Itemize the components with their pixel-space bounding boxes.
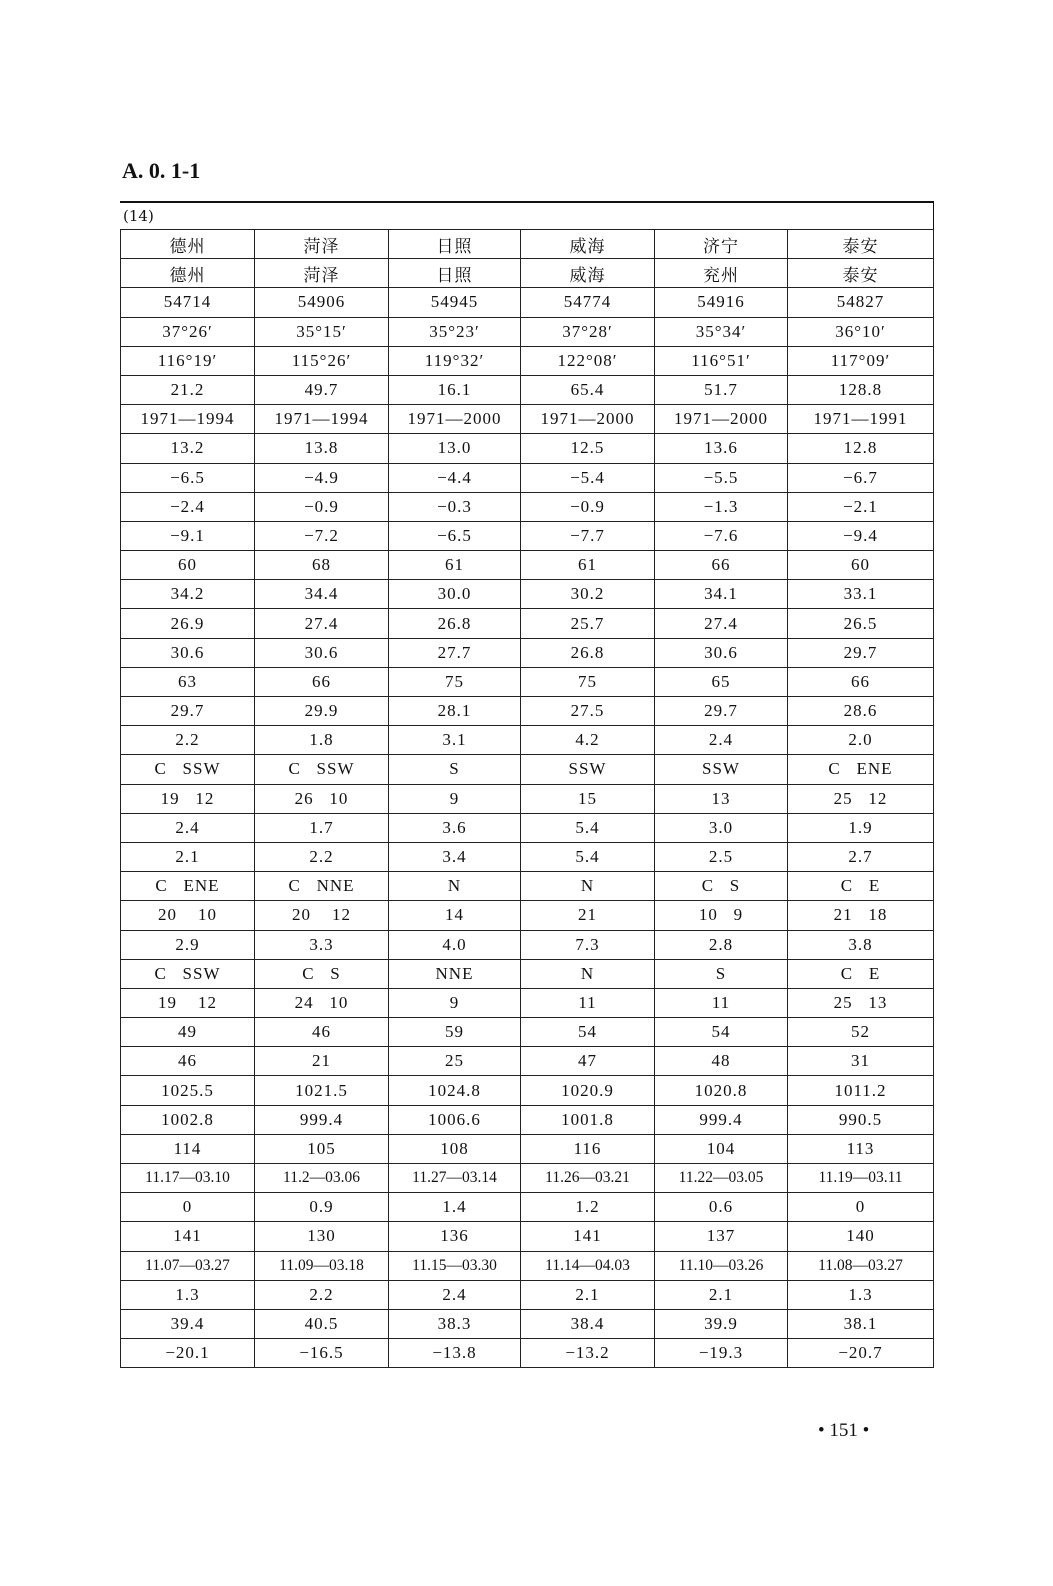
- table-cell: 54906: [255, 288, 389, 317]
- table-cell: 11.19—03.11: [788, 1164, 934, 1193]
- table-cell: 1971—1994: [121, 405, 255, 434]
- table-cell: 35°23′: [389, 317, 521, 346]
- table-cell: 30.6: [255, 638, 389, 667]
- table-cell: 61: [521, 551, 655, 580]
- table-cell: 65: [655, 667, 788, 696]
- table-cell: 兖州: [655, 259, 788, 288]
- table-cell: 11.10—03.26: [655, 1251, 788, 1280]
- table-cell: 115°26′: [255, 346, 389, 375]
- table-cell: C SSW: [121, 959, 255, 988]
- table-cell: 1002.8: [121, 1105, 255, 1134]
- header-row: [121, 259, 934, 288]
- table-cell: 30.2: [521, 580, 655, 609]
- table-row: [121, 755, 934, 784]
- table-cell: 0: [788, 1193, 934, 1222]
- table-cell: −0.9: [521, 492, 655, 521]
- table-cell: 20 10: [121, 901, 255, 930]
- table-cell: 2.0: [788, 726, 934, 755]
- table-cell: 54: [521, 1018, 655, 1047]
- table-cell: 11: [655, 988, 788, 1017]
- table-row: [121, 1076, 934, 1105]
- table-cell: 116°19′: [121, 346, 255, 375]
- table-cell: 130: [255, 1222, 389, 1251]
- table-cell: 13.2: [121, 434, 255, 463]
- table-cell: 30.6: [655, 638, 788, 667]
- table-cell: 5.4: [521, 813, 655, 842]
- table-cell: 26 10: [255, 784, 389, 813]
- table-cell: 日照: [389, 259, 521, 288]
- table-cell: 3.6: [389, 813, 521, 842]
- table-cell: 34.4: [255, 580, 389, 609]
- table-cell: 21: [255, 1047, 389, 1076]
- table-cell: 108: [389, 1134, 521, 1163]
- table-cell: 2.4: [389, 1280, 521, 1309]
- table-cell: 1.4: [389, 1193, 521, 1222]
- table-cell: 2.1: [521, 1280, 655, 1309]
- table-row: [121, 1105, 934, 1134]
- table-cell: 3.1: [389, 726, 521, 755]
- table-cell: 日照: [389, 230, 521, 259]
- table-cell: 54945: [389, 288, 521, 317]
- table-cell: −6.5: [389, 521, 521, 550]
- table-cell: 29.7: [655, 697, 788, 726]
- table-row: [121, 492, 934, 521]
- table-cell: 4.2: [521, 726, 655, 755]
- table-cell: 54916: [655, 288, 788, 317]
- table-cell: 29.7: [121, 697, 255, 726]
- table-cell: 20 12: [255, 901, 389, 930]
- table-cell: 15: [521, 784, 655, 813]
- table-cell: 1.2: [521, 1193, 655, 1222]
- table-cell: C S: [655, 872, 788, 901]
- table-cell: 29.9: [255, 697, 389, 726]
- table-cell: 39.9: [655, 1309, 788, 1338]
- table-row: [121, 551, 934, 580]
- table-cell: −0.3: [389, 492, 521, 521]
- table-cell: 11.15—03.30: [389, 1251, 521, 1280]
- table-cell: 1971—2000: [389, 405, 521, 434]
- table-cell: 27.4: [655, 609, 788, 638]
- table-cell: −2.4: [121, 492, 255, 521]
- table-cell: 128.8: [788, 375, 934, 404]
- table-cell: 14: [389, 901, 521, 930]
- table-cell: 49.7: [255, 375, 389, 404]
- table-cell: NNE: [389, 959, 521, 988]
- table-cell: 2.2: [121, 726, 255, 755]
- table-row: [121, 1339, 934, 1368]
- table-row: [121, 375, 934, 404]
- table-cell: −9.4: [788, 521, 934, 550]
- table-cell: 136: [389, 1222, 521, 1251]
- table-cell: 66: [255, 667, 389, 696]
- table-cell: 泰安: [788, 230, 934, 259]
- table-cell: 2.1: [655, 1280, 788, 1309]
- table-cell: 66: [788, 667, 934, 696]
- table-number: (14): [123, 207, 154, 225]
- table-cell: −19.3: [655, 1339, 788, 1368]
- table-cell: 1020.8: [655, 1076, 788, 1105]
- header-row: [121, 230, 934, 259]
- table-cell: 24 10: [255, 988, 389, 1017]
- table-row: [121, 726, 934, 755]
- table-cell: 1001.8: [521, 1105, 655, 1134]
- table-row: [121, 609, 934, 638]
- table-row: [121, 1193, 934, 1222]
- table-cell: 25 12: [788, 784, 934, 813]
- table-cell: −0.9: [255, 492, 389, 521]
- table-cell: 27.7: [389, 638, 521, 667]
- table-cell: 威海: [521, 259, 655, 288]
- table-cell: 990.5: [788, 1105, 934, 1134]
- table-cell: 38.3: [389, 1309, 521, 1338]
- table-cell: 39.4: [121, 1309, 255, 1338]
- table-cell: −7.6: [655, 521, 788, 550]
- table-cell: 105: [255, 1134, 389, 1163]
- table-cell: 德州: [121, 259, 255, 288]
- table-row: [121, 872, 934, 901]
- table-row: [121, 317, 934, 346]
- table-row: [121, 1047, 934, 1076]
- table-cell: 2.4: [655, 726, 788, 755]
- table-cell: 54: [655, 1018, 788, 1047]
- table-cell: C NNE: [255, 872, 389, 901]
- table-cell: 26.8: [389, 609, 521, 638]
- table-cell: 60: [121, 551, 255, 580]
- table-cell: 菏泽: [255, 230, 389, 259]
- table-cell: 21.2: [121, 375, 255, 404]
- table-cell: 61: [389, 551, 521, 580]
- table-cell: 13.0: [389, 434, 521, 463]
- table-row: [121, 1309, 934, 1338]
- table-cell: 30.0: [389, 580, 521, 609]
- table-cell: 12.8: [788, 434, 934, 463]
- table-cell: 30.6: [121, 638, 255, 667]
- table-cell: 11.2—03.06: [255, 1164, 389, 1193]
- table-cell: −5.5: [655, 463, 788, 492]
- table-row: [121, 959, 934, 988]
- table-cell: 54774: [521, 288, 655, 317]
- table-cell: 54714: [121, 288, 255, 317]
- table-cell: 52: [788, 1018, 934, 1047]
- table-row: [121, 842, 934, 871]
- table-row: [121, 1164, 934, 1193]
- table-cell: 999.4: [655, 1105, 788, 1134]
- table-row: [121, 463, 934, 492]
- table-cell: 47: [521, 1047, 655, 1076]
- table-cell: 34.2: [121, 580, 255, 609]
- table-cell: 2.2: [255, 842, 389, 871]
- table-row: [121, 1251, 934, 1280]
- table-cell: 29.7: [788, 638, 934, 667]
- table-cell: 2.4: [121, 813, 255, 842]
- table-row: [121, 580, 934, 609]
- table-cell: 1006.6: [389, 1105, 521, 1134]
- table-row: [121, 288, 934, 317]
- table-cell: 1.3: [788, 1280, 934, 1309]
- table-cell: 40.5: [255, 1309, 389, 1338]
- table-cell: −1.3: [655, 492, 788, 521]
- table-cell: 1.8: [255, 726, 389, 755]
- table-cell: 威海: [521, 230, 655, 259]
- table-cell: 11.09—03.18: [255, 1251, 389, 1280]
- table-cell: 35°15′: [255, 317, 389, 346]
- table-cell: 46: [121, 1047, 255, 1076]
- table-cell: 63: [121, 667, 255, 696]
- table-body: [121, 230, 934, 1368]
- table-cell: 48: [655, 1047, 788, 1076]
- table-cell: 1.3: [121, 1280, 255, 1309]
- table-cell: 49: [121, 1018, 255, 1047]
- table-cell: 31: [788, 1047, 934, 1076]
- table-cell: −13.8: [389, 1339, 521, 1368]
- table-cell: 13.6: [655, 434, 788, 463]
- table-row: [121, 988, 934, 1017]
- table-cell: −13.2: [521, 1339, 655, 1368]
- table-cell: −4.9: [255, 463, 389, 492]
- table-cell: 140: [788, 1222, 934, 1251]
- table-cell: 13.8: [255, 434, 389, 463]
- table-cell: 1025.5: [121, 1076, 255, 1105]
- table-cell: 2.5: [655, 842, 788, 871]
- table-cell: 25 13: [788, 988, 934, 1017]
- table-cell: −6.5: [121, 463, 255, 492]
- table-cell: SSW: [655, 755, 788, 784]
- table-cell: −6.7: [788, 463, 934, 492]
- table-cell: 104: [655, 1134, 788, 1163]
- table-cell: 1971—1991: [788, 405, 934, 434]
- table-cell: 999.4: [255, 1105, 389, 1134]
- table-cell: 11.17—03.10: [121, 1164, 255, 1193]
- table-cell: 35°34′: [655, 317, 788, 346]
- table-cell: N: [521, 959, 655, 988]
- table-cell: 泰安: [788, 259, 934, 288]
- table-cell: 137: [655, 1222, 788, 1251]
- table-cell: C E: [788, 872, 934, 901]
- table-cell: 27.4: [255, 609, 389, 638]
- table-cell: 19 12: [121, 784, 255, 813]
- table-cell: 13: [655, 784, 788, 813]
- table-cell: 11.14—04.03: [521, 1251, 655, 1280]
- table-cell: 28.6: [788, 697, 934, 726]
- table-row: [121, 1018, 934, 1047]
- table-row: [121, 521, 934, 550]
- table-cell: 116: [521, 1134, 655, 1163]
- table-cell: 26.5: [788, 609, 934, 638]
- table-cell: 12.5: [521, 434, 655, 463]
- table-cell: −4.4: [389, 463, 521, 492]
- table-cell: −2.1: [788, 492, 934, 521]
- table-cell: 26.9: [121, 609, 255, 638]
- table-cell: 25.7: [521, 609, 655, 638]
- table-cell: 54827: [788, 288, 934, 317]
- table-cell: C S: [255, 959, 389, 988]
- table-cell: 1011.2: [788, 1076, 934, 1105]
- table-cell: 65.4: [521, 375, 655, 404]
- table-cell: 141: [521, 1222, 655, 1251]
- table-cell: 21 18: [788, 901, 934, 930]
- table-cell: 1024.8: [389, 1076, 521, 1105]
- table-cell: 1020.9: [521, 1076, 655, 1105]
- table-cell: −5.4: [521, 463, 655, 492]
- table-cell: 11.27—03.14: [389, 1164, 521, 1193]
- table-cell: S: [655, 959, 788, 988]
- table-cell: 119°32′: [389, 346, 521, 375]
- table-row: [121, 434, 934, 463]
- table-cell: 11: [521, 988, 655, 1017]
- table-cell: 10 9: [655, 901, 788, 930]
- table-row: [121, 930, 934, 959]
- table-cell: SSW: [521, 755, 655, 784]
- table-cell: −7.2: [255, 521, 389, 550]
- table-row: [121, 1134, 934, 1163]
- table-cell: 11.08—03.27: [788, 1251, 934, 1280]
- page-number: • 151 •: [818, 1420, 870, 1441]
- table-cell: 68: [255, 551, 389, 580]
- table-cell: 0.6: [655, 1193, 788, 1222]
- table-cell: 26.8: [521, 638, 655, 667]
- table-cell: 38.1: [788, 1309, 934, 1338]
- table-cell: 75: [521, 667, 655, 696]
- table-cell: −20.1: [121, 1339, 255, 1368]
- table-cell: 141: [121, 1222, 255, 1251]
- table-cell: −20.7: [788, 1339, 934, 1368]
- table-row: [121, 638, 934, 667]
- table-cell: C ENE: [788, 755, 934, 784]
- table-cell: N: [389, 872, 521, 901]
- table-cell: −16.5: [255, 1339, 389, 1368]
- table-cell: 2.7: [788, 842, 934, 871]
- table-cell: S: [389, 755, 521, 784]
- table-cell: 33.1: [788, 580, 934, 609]
- table-cell: 66: [655, 551, 788, 580]
- table-cell: 菏泽: [255, 259, 389, 288]
- table-cell: 9: [389, 784, 521, 813]
- table-cell: 11.22—03.05: [655, 1164, 788, 1193]
- table-cell: 19 12: [121, 988, 255, 1017]
- table-cell: 0.9: [255, 1193, 389, 1222]
- climate-data-table: [120, 229, 934, 1368]
- table-cell: 38.4: [521, 1309, 655, 1338]
- table-cell: 2.2: [255, 1280, 389, 1309]
- table-cell: 59: [389, 1018, 521, 1047]
- table-row: [121, 667, 934, 696]
- table-row: [121, 346, 934, 375]
- table-cell: 113: [788, 1134, 934, 1163]
- table-cell: 3.3: [255, 930, 389, 959]
- table-cell: 济宁: [655, 230, 788, 259]
- table-cell: 4.0: [389, 930, 521, 959]
- table-cell: 1971—1994: [255, 405, 389, 434]
- table-cell: 2.1: [121, 842, 255, 871]
- table-cell: 德州: [121, 230, 255, 259]
- table-cell: C SSW: [255, 755, 389, 784]
- table-cell: 1021.5: [255, 1076, 389, 1105]
- table-row: [121, 405, 934, 434]
- table-cell: 2.8: [655, 930, 788, 959]
- table-cell: 11.07—03.27: [121, 1251, 255, 1280]
- table-cell: 1.7: [255, 813, 389, 842]
- table-cell: C E: [788, 959, 934, 988]
- table-row: [121, 784, 934, 813]
- table-cell: −7.7: [521, 521, 655, 550]
- table-cell: 117°09′: [788, 346, 934, 375]
- table-cell: C ENE: [121, 872, 255, 901]
- climate-table-frame: [120, 201, 934, 1368]
- table-row: [121, 1280, 934, 1309]
- table-cell: 3.8: [788, 930, 934, 959]
- table-cell: 1971—2000: [655, 405, 788, 434]
- table-cell: 75: [389, 667, 521, 696]
- table-cell: 37°28′: [521, 317, 655, 346]
- table-row: [121, 697, 934, 726]
- table-row: [121, 1222, 934, 1251]
- table-cell: 28.1: [389, 697, 521, 726]
- table-title: A. 0. 1-1: [122, 158, 201, 183]
- table-cell: 34.1: [655, 580, 788, 609]
- table-cell: −9.1: [121, 521, 255, 550]
- table-row: [121, 813, 934, 842]
- table-cell: 51.7: [655, 375, 788, 404]
- table-cell: 116°51′: [655, 346, 788, 375]
- table-cell: 37°26′: [121, 317, 255, 346]
- table-cell: N: [521, 872, 655, 901]
- table-cell: 25: [389, 1047, 521, 1076]
- table-cell: 16.1: [389, 375, 521, 404]
- table-cell: 122°08′: [521, 346, 655, 375]
- table-cell: 46: [255, 1018, 389, 1047]
- table-cell: 2.9: [121, 930, 255, 959]
- table-cell: 5.4: [521, 842, 655, 871]
- table-cell: 3.0: [655, 813, 788, 842]
- table-cell: 9: [389, 988, 521, 1017]
- table-cell: 11.26—03.21: [521, 1164, 655, 1193]
- table-cell: 36°10′: [788, 317, 934, 346]
- table-cell: 7.3: [521, 930, 655, 959]
- table-cell: 3.4: [389, 842, 521, 871]
- table-cell: 1971—2000: [521, 405, 655, 434]
- table-cell: 1.9: [788, 813, 934, 842]
- table-cell: C SSW: [121, 755, 255, 784]
- table-cell: 21: [521, 901, 655, 930]
- table-cell: 60: [788, 551, 934, 580]
- table-row: [121, 901, 934, 930]
- table-cell: 114: [121, 1134, 255, 1163]
- table-cell: 27.5: [521, 697, 655, 726]
- table-cell: 0: [121, 1193, 255, 1222]
